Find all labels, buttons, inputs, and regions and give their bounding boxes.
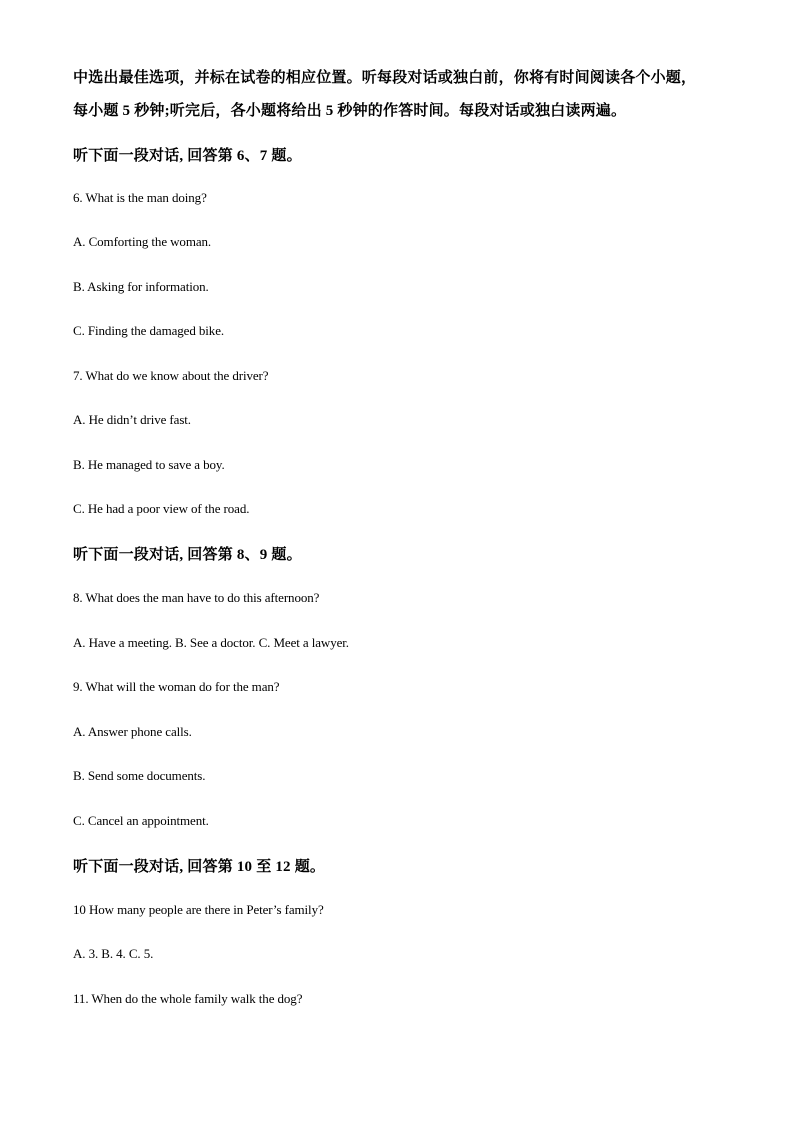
option-9a: A. Answer phone calls. [73,724,192,739]
question-10: 10 How many people are there in Peter’s family? [73,902,324,917]
question-11: 11. When do the whole family walk the dog? [73,991,303,1006]
section-heading-q10-12: 听下面一段对话, 回答第 10 至 12 题。 [73,859,326,875]
instructions-line-1: 中选出最佳选项，并标在试卷的相应位置。听每段对话或独白前，你将有时间阅读各个小题， [73,70,697,86]
option-6a: A. Comforting the woman. [73,234,212,249]
question-6: 6. What is the man doing? [73,190,207,205]
options-8: A. Have a meeting. B. See a doctor. C. Meet a lawyer. [73,635,349,650]
option-6b: B. Asking for information. [73,279,209,294]
option-7b: B. He managed to save a boy. [73,457,225,472]
option-9b: B. Send some documents. [73,768,206,783]
question-9: 9. What will the woman do for the man? [73,679,280,694]
option-6c: C. Finding the damaged bike. [73,323,225,338]
instructions-line-2: 每小题 5 秒钟;听完后，各小题将给出 5 秒钟的作答时间。每段对话或独白读两遍。 [73,103,627,119]
options-10: A. 3. B. 4. C. 5. [73,946,154,961]
option-9c: C. Cancel an appointment. [73,813,209,828]
section-heading-q6-7: 听下面一段对话, 回答第 6、7 题。 [73,148,302,164]
option-7a: A. He didn’t drive fast. [73,412,191,427]
section-heading-q8-9: 听下面一段对话, 回答第 8、9 题。 [73,547,302,563]
option-7c: C. He had a poor view of the road. [73,501,250,516]
question-7: 7. What do we know about the driver? [73,368,269,383]
question-8: 8. What does the man have to do this afternoon? [73,590,320,605]
